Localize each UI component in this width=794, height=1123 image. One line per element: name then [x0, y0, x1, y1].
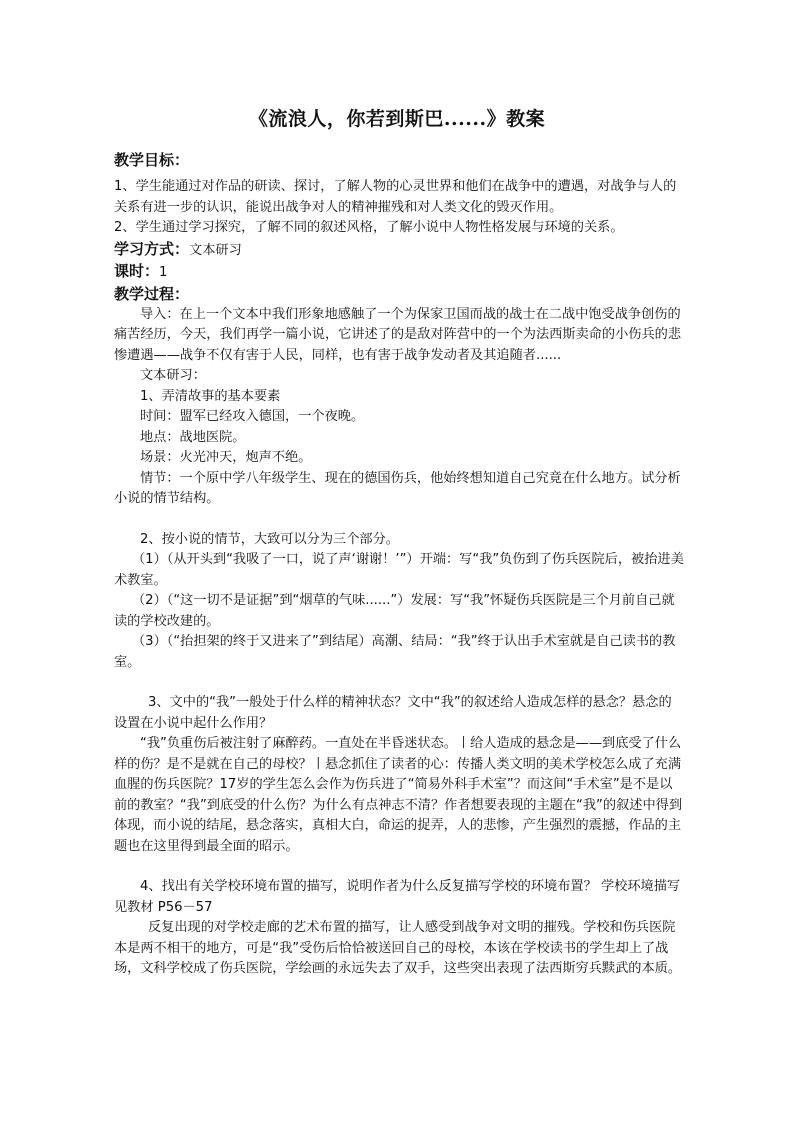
section-3-answer: “我”负重伤后被注射了麻醉药。一直处在半昏迷状态。丨给人造成的悬念是——到底受了什么样的伤？是不是就在自己的母校？丨悬念抓住了读者的心：传播人类文明的美术学校怎么成了充满血腥的伤兵医院？17岁的学生怎么会作为伤兵进了“简易外科手术室”？而这间“手术室”是不是以前的教室？“我”到底受的什么伤？为什么有点神志不清？作者想要表现的主题在“我”的叙述中得到体现，而小说的结尾，悬念落实，真相大白，命运的捉弄，人的悲惨，产生强烈的震撼，作品的主题也在这里得到最全面的昭示。: [114, 736, 683, 854]
section-2-title: 2、按小说的情节，大致可以分为三个部分。: [140, 531, 399, 547]
hours-value: 1: [159, 265, 168, 280]
section-3-question: 3、文中的“我”一般处于什么样的精神状态？文中“我”的叙述给人造成怎样的悬念？悬念的设置在小说中起什么作用？: [114, 695, 672, 731]
intro-paragraph: 导入：在上一个文本中我们形象地感触了一个为保家卫国而战的战士在二战中饱受战争创伤的痛苦经历，今天，我们再学一篇小说，它讲述了的是敌对阵营中的一个为法西斯卖命的小伤兵的悲惨遭遇——战争不仅有害于人民，同样，也有害于战争发动者及其追随者......: [114, 306, 682, 363]
goals-heading: 教学目标：: [114, 151, 190, 169]
section-2-part-1: （1）（从开头到“我吸了一口，说了声‘谢谢！’”）开端：写“我”负伤到了伤兵医院后，被抬进美术教室。: [114, 552, 684, 588]
method-value: 文本研习: [189, 242, 242, 258]
hours-label: 课时：: [114, 262, 160, 280]
section-2-part-3: （3）（“抬担架的终于又进来了”到结尾）高潮、结局：“我”终于认出手术室就是自己读书的教室。: [114, 634, 676, 670]
method-line: [114, 239, 684, 262]
study-label: 文本研习：: [140, 368, 206, 383]
section-1-plot: 情节：一个原中学八年级学生、现在的德国伤兵，他始终想知道自己究竟在什么地方。试分析小说的情节结构。: [114, 470, 681, 506]
method-label: 学习方式：: [114, 239, 190, 258]
section-1-place: 地点：战地医院。: [140, 429, 246, 445]
document-body: [114, 150, 684, 980]
section-4-answer: 反复出现的对学校走廊的艺术布置的描写，让人感受到战争对文明的摧残。学校和伤兵医院本是两不相干的地方，可是“我”受伤后恰恰被送回自己的母校，本该在学校读书的学生却上了战场，文科学校成了伤兵医院，学绘画的永远失去了双手，这些突出表现了法西斯穷兵黩武的本质。: [114, 920, 682, 976]
section-1-scene: 场景：火光冲天，炮声不绝。: [140, 450, 312, 465]
document-title: 《流浪人，你若到斯巴......》教案: [248, 108, 546, 130]
hours-line: [114, 261, 684, 284]
goal-2: 2、学生通过学习探究，了解不同的叙述风格，了解小说中人物性格发展与环境的关系。: [114, 220, 624, 235]
process-heading: 教学过程：: [114, 284, 190, 303]
section-4-question: 4、找出有关学校环境布置的描写，说明作者为什么反复描写学校的环境布置？ 学校环境描写见教材 P56－57: [114, 879, 681, 915]
goal-1: 1、学生能通过对作品的研读、探讨，了解人物的心灵世界和他们在战争中的遭遇，对战争与人的关系有进一步的认识，能说出战争对人的精神摧残和对人类文化的毁灭作用。: [114, 179, 677, 215]
section-1-title: 1、弄清故事的基本要素: [140, 388, 281, 404]
section-1-time: 时间：盟军已经攻入德国，一个夜晚。: [140, 409, 365, 424]
section-2-part-2: （2）（“这一切不是证据”到“烟草的气味......”）发展：写“我”怀疑伤兵医院是三个月前自己就读的学校改建的。: [114, 593, 675, 629]
